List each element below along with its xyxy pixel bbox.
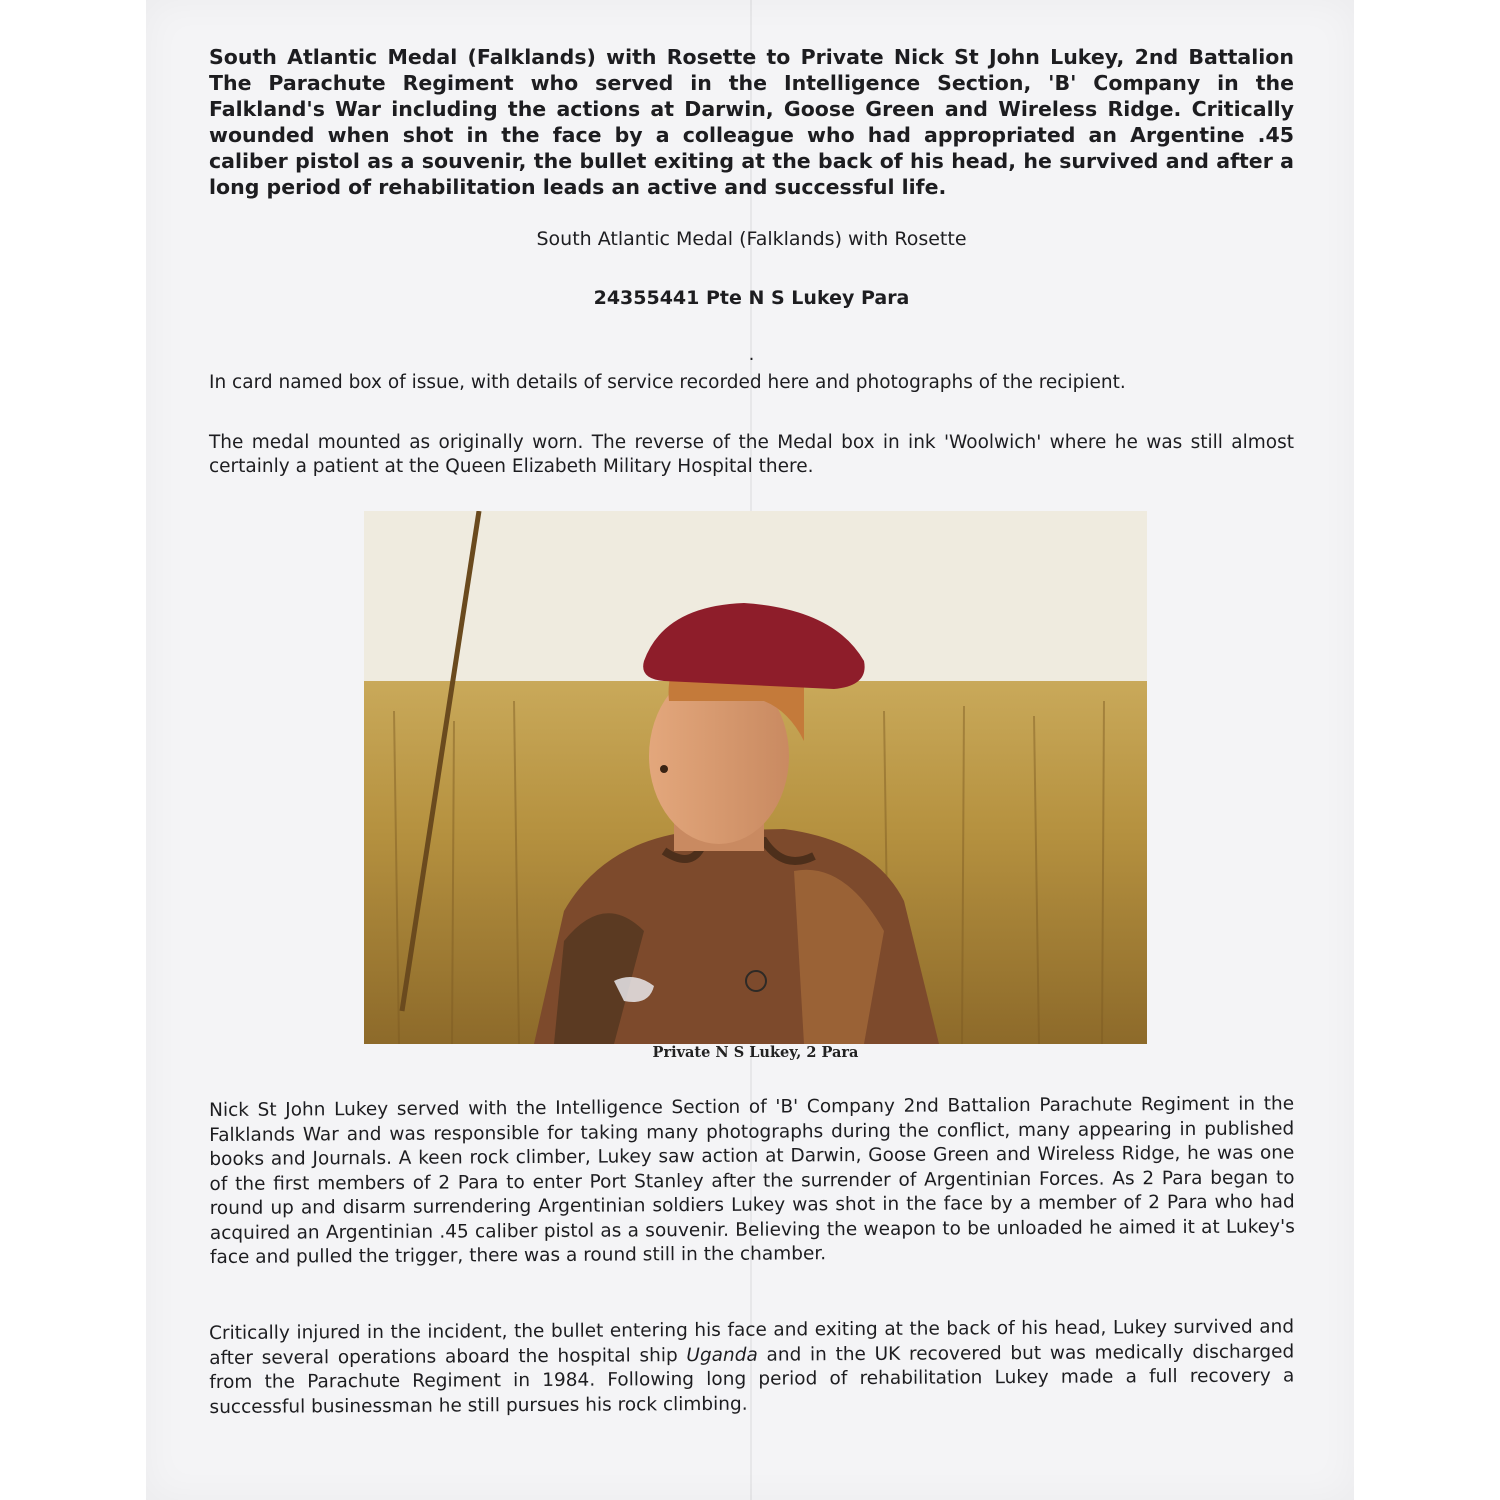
paragraph-biography: Nick St John Lukey served with the Intelligence Section of 'B' Company 2nd Battalion Parachute Regiment in the Falklands War and was responsible for taking many photographs during the conflict, many appearing in published books and Journals. A keen rock climber, Lukey saw action at Darwin, Goose Green and Wireless Ridge, he was one of the first members of 2 Para to enter Port Stanley after the surrender of Argentinian Forces. As 2 Para began to round up and disarm surrendering Argentinian soldiers Lukey was shot in the face by a member of 2 Para who had acquired an Argentinian .45 caliber pistol as a souvenir. Believing the weapon to be unloaded he aimed it at Lukey's face and pulled the trigger, there was a round still in the chamber. — [209, 1093, 1295, 1268]
intro-heading: South Atlantic Medal (Falklands) with Rosette to Private Nick St John Lukey, 2nd Battalion The Parachute Regiment who served in the Intelligence Section, 'B' Company in the Falkland's War including the actions at Darwin, Goose Green and Wireless Ridge. Critically wounded when shot in the face by a colleague who had appropriated an Argentine .45 caliber pistol as a souvenir, the bullet exiting at the back of his head, he survived and after a long period of rehabilitation leads an active and successful life. — [209, 45, 1294, 199]
paragraph-recovery — [209, 1315, 1295, 1420]
recovery-text-part-2: and in the UK recovered but was medically discharged from the Parachute Regiment in 1984. Following long period of rehabilitation Lukey made a full recovery a successful businessman he still pursues his rock climbing. — [209, 1340, 1295, 1418]
paragraph-medal-mounting: The medal mounted as originally worn. The reverse of the Medal box in ink 'Woolwich' where he was still almost certainly a patient at the Queen Elizabeth Military Hospital there. — [209, 432, 1294, 477]
service-number: 24355441 Pte N S Lukey Para — [593, 287, 910, 309]
paragraph-box-of-issue: In card named box of issue, with details of service recorded here and photographs of the recipient. — [209, 372, 1126, 393]
document-sheet — [146, 0, 1354, 1500]
recovery-text-part-1: Critically injured in the incident, the bullet entering his face and exiting at the back of his head, Lukey survived and after several operations aboard the hospital ship — [209, 1316, 1295, 1369]
soldier-photo-illustration — [364, 511, 1147, 1044]
photo-caption: Private N S Lukey, 2 Para — [652, 1044, 859, 1061]
ship-name: Uganda — [686, 1344, 758, 1366]
recipient-photo — [364, 511, 1147, 1044]
stray-dot: . — [748, 344, 755, 365]
medal-title: South Atlantic Medal (Falklands) with Rosette — [536, 228, 967, 250]
